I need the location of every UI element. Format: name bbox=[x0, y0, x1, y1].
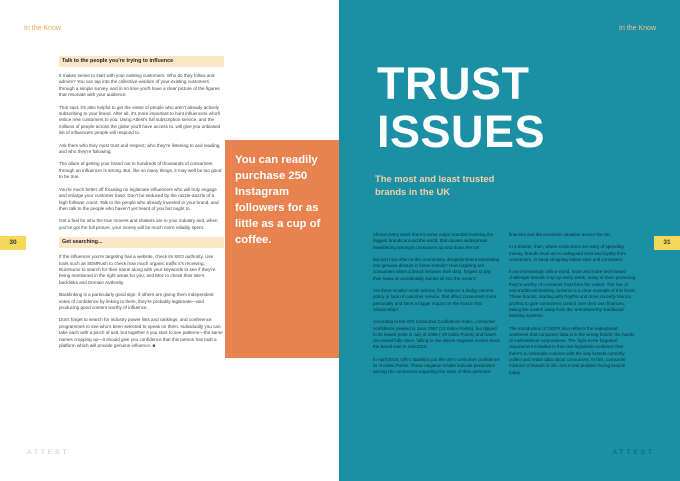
section-heading: Talk to the people you're trying to influence bbox=[59, 56, 224, 67]
title-line: TRUST bbox=[377, 58, 530, 109]
paragraph: In April 2018, GfK's statistics put the UK's consumer confidence at -9 Index Points. These negative results indicate pessimism among UK consumers regarding the state of their personal bbox=[373, 356, 500, 375]
running-head: In the Know bbox=[619, 25, 656, 32]
paragraph: If the influencer you're targeting has a website, check its SEO authority. Use tools such as SEMRush to check how much organic traffic it's receiving. Buzzsumo to search for their name along with your keywords to see if they're being mentioned in the right areas for you; and Moz to check their site's backlinks and Domain Authority. bbox=[59, 254, 216, 285]
paragraph: According to the GfK Consumer Confidence Index, consumer confidence peaked in June 1987 (10 Index Points), but dipped to its lowest point in July of 2008 (-39 Index Points) and hasn't recovered fully since, falling to rise above negative scores since the Brexit vote in mid-2016. bbox=[373, 319, 500, 350]
paragraph: finances and the economic situation across the UK. bbox=[509, 232, 612, 237]
pull-quote-box bbox=[225, 140, 339, 358]
section-heading: Get searching... bbox=[59, 237, 224, 248]
paragraph: That said, it's also helpful to get the views of people who aren't already actively subscribing to your brand. After all, it's more important to hunt influencers who'll entice new customers to you. Using Attest's full subscription service, and the millions of people across the globe you'll have access to, will give you unbiased list of influencers people will respond to. bbox=[59, 104, 221, 136]
brand-logo: ATTEST bbox=[27, 449, 70, 456]
paragraph: Don't forget to search for industry power lists and rankings, and conference programmes to see who's been selected to speak on them. Individually you can take each with a pinch of salt, but together it you start to see patterns—the same names cropping up—it should give you confidence that this person has built a platform which will provide genuine influence. ■ bbox=[59, 317, 223, 348]
title-line: ISSUES bbox=[377, 106, 546, 157]
article-column-1 bbox=[373, 232, 501, 382]
paragraph: The introduction of GDPR also reflects the widespread sentiment that consumer data is in the wrong hands; the hands of multinational corporations. The 'right-to-be-forgotten' requirement included in this new legislation evidence that there's a noticeable concern with the way brands currently collect and retain data about consumers. In fact, consumer mistrust of brands is rife, and a real problem facing brands today. bbox=[509, 325, 635, 375]
paragraph: Almost every week there's some major scandal involving the biggest brands around the world, that causes widespread bewildering amongst consumers up and down the UK. bbox=[373, 232, 494, 250]
pull-quote: You can readily purchase 250 Instagram followers for as little as a cup of coffee. bbox=[235, 154, 321, 246]
left-article-column bbox=[59, 56, 224, 355]
paragraph: It makes sense to start with your existing customers. Who do they follow and admire? You can tap into the collective wisdom of your existing customers through a simple survey, and in no time you'll have a clear picture of the figures that resonate with your audience. bbox=[59, 73, 220, 98]
paragraph: Backlinking is a particularly good sign: if others are giving them independent votes of confidence by linking to them, they're probably legitimate—and producing good content worthy of influence. bbox=[59, 292, 214, 310]
paragraph: You're much better off focusing on legitimate influencers who will truly engage and enlarge your customer base. Don't be seduced by the razzle-dazzle of a high follower count. Talk to the people who already invested in your brand, and then talk to the people who haven't yet heard of you but ought to. bbox=[59, 186, 219, 211]
running-head: In the Know bbox=[24, 25, 61, 32]
paragraph: Get a feel for who the true movers and shakers are in your industry and, when you've got the full picture, your money will be much more reliably spent. bbox=[59, 218, 218, 230]
paragraph: In a market, then, where consumers are wary of spending money, brands must act to safeguard trust and loyalty from consumers, to keep shopping habits alive and consistent. bbox=[509, 244, 626, 262]
paragraph: But just how often is this momentary disappointment translating into genuine distrust in these brands? How forgiving are consumers when a brand misuses their data, forgets to pay their taxes or accidentally dumps oil into the ocean? bbox=[373, 256, 500, 281]
article-title bbox=[377, 60, 545, 156]
paragraph: In an increasingly online world, more and more tech-based challenger brands crop up every week, many of them promising they're worthy of consumer trust from the outset. The rise of non-traditional banking systems is a clear example of this trend. These brands, starting with PayPal and more recently Monzo, profess to give consumers control over their own finances, taking the control away from the 'untrustworthy' traditional banking systems. bbox=[509, 269, 636, 319]
paragraph: Ask them who they most trust and respect; who they're listening to and reading, and who they're following. bbox=[59, 142, 221, 155]
paragraph: Are there smaller-scale actions, for instance a dodgy returns policy or lack of customer service, that affect consumers more personally and have a bigger impact on the trust in this relationship? bbox=[373, 288, 497, 312]
brand-logo: ATTEST bbox=[612, 449, 655, 456]
page-number-right: 31 bbox=[654, 236, 680, 250]
article-column-2 bbox=[509, 232, 637, 382]
paragraph: The allure of getting your brand out to hundreds of thousands of consumers through an influencer is strong. But, like so many things, it may well be too good to be true. bbox=[59, 161, 222, 180]
page-number-left: 30 bbox=[0, 236, 26, 250]
article-subtitle: The most and least trusted brands in the UK bbox=[375, 173, 495, 197]
